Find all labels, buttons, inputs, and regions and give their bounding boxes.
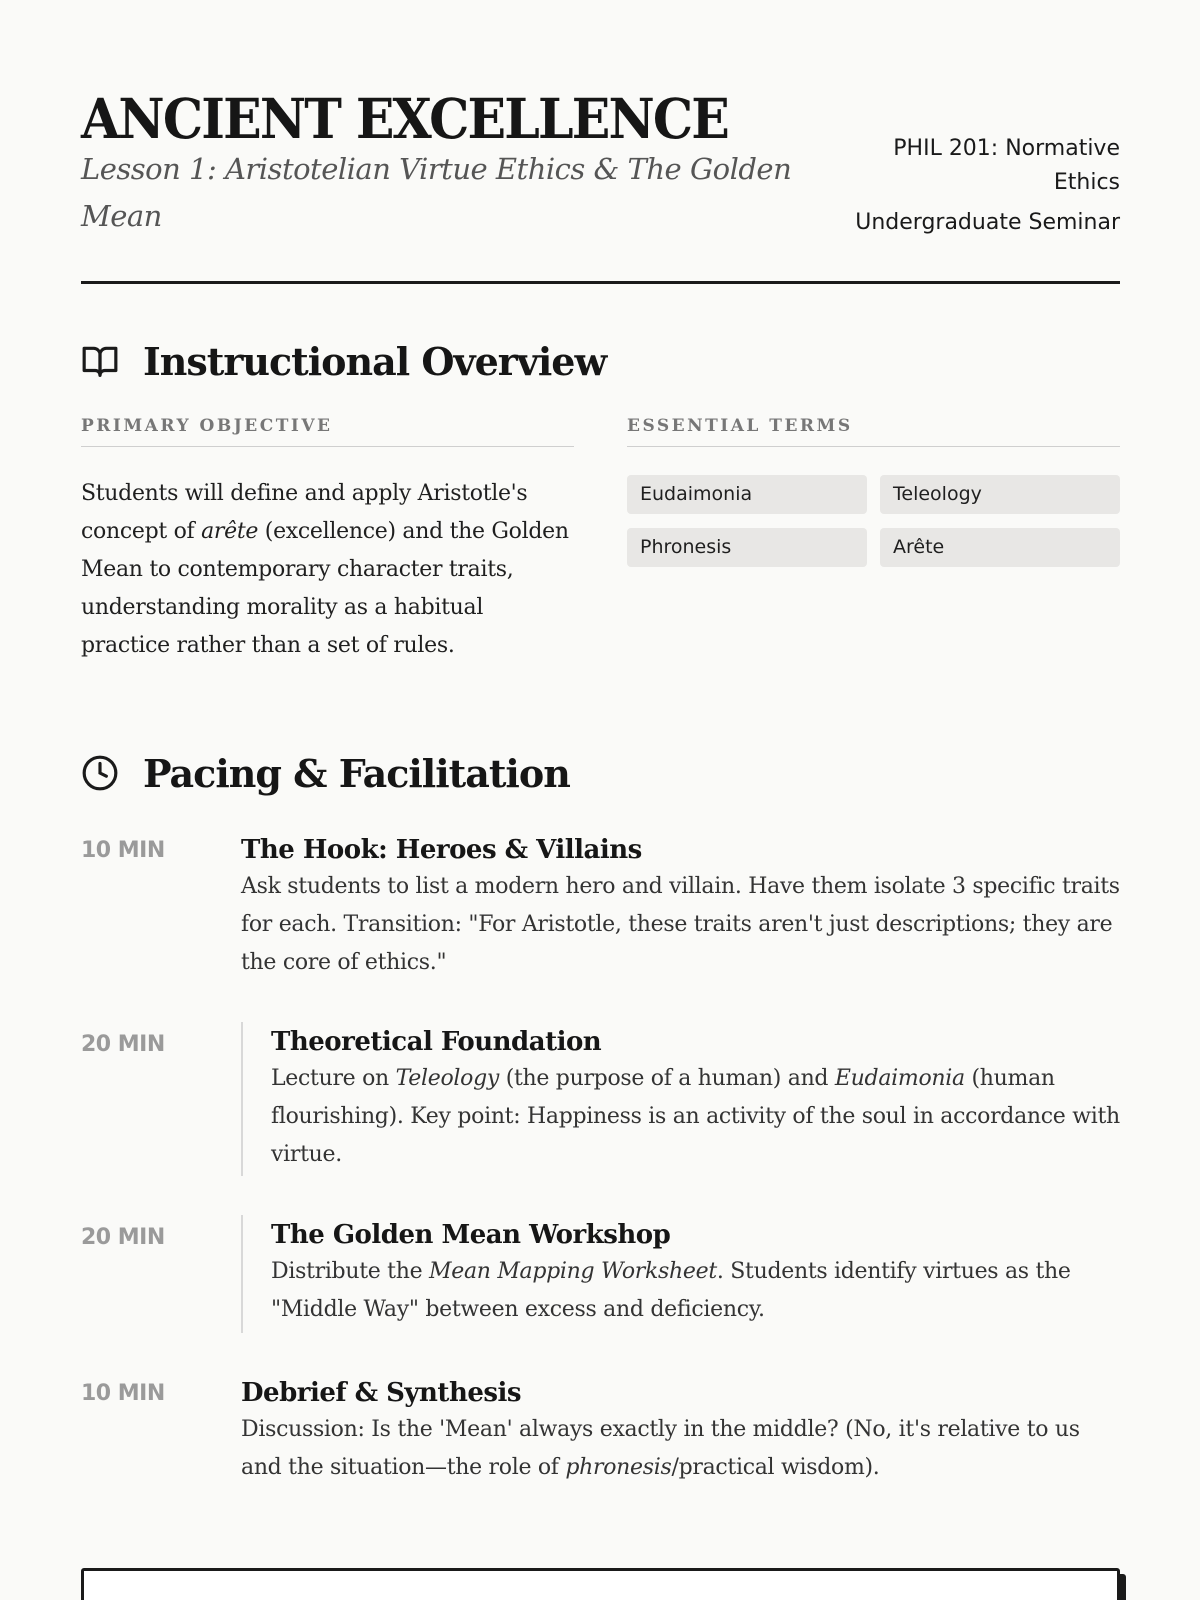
terms-grid: [627, 475, 1120, 567]
objective-term: arête: [201, 519, 259, 544]
overview-heading: [81, 336, 606, 386]
pacing-content: [241, 1375, 1120, 1487]
pacing-time: 10 MIN: [81, 1381, 165, 1406]
lesson-plan-page: [81, 0, 1120, 1600]
pacing-time: 20 MIN: [81, 1032, 165, 1057]
term-tag: Teleology: [880, 475, 1120, 514]
pacing-item-desc: Ask students to list a modern hero and villain. Have them isolate 3 specific traits for each. Transition: "For Aristotle, these traits aren't just descriptions; they are the core of ethics.": [241, 874, 1120, 975]
pacing-item-desc: Distribute the Mean Mapping Worksheet. Students identify virtues as the "Middle Way" between excess and deficiency.: [271, 1259, 1071, 1322]
course-info: [820, 132, 1120, 240]
course-level: Undergraduate Seminar: [855, 210, 1120, 235]
terms-label: ESSENTIAL TERMS: [627, 416, 1120, 447]
pacing-item-title: The Hook: Heroes & Villains: [241, 835, 642, 865]
pacing-heading: [81, 748, 570, 798]
objective-text: Students will define and apply Aristotle's concept of arête (excellence) and the Golden Mean to contemporary character traits, understanding morality as a habitual practice rather than a set of rules.: [81, 481, 569, 658]
course-name: PHIL 201: Normative Ethics: [893, 136, 1120, 195]
objective-column: [81, 416, 574, 665]
callout-box: [81, 1568, 1120, 1600]
pacing-content: [241, 1022, 1120, 1176]
term-tag: Arête: [880, 528, 1120, 567]
pacing-title: Pacing & Facilitation: [143, 750, 570, 796]
lesson-header: [81, 84, 1120, 284]
pacing-item-desc: Discussion: Is the 'Mean' always exactly in the middle? (No, it's relative to us and the situation—the role of phronesis/practical wisdom).: [241, 1417, 1080, 1480]
page-title: ANCIENT EXCELLENCE: [81, 86, 729, 151]
pacing-item-title: The Golden Mean Workshop: [271, 1220, 671, 1250]
pacing-item-title: Theoretical Foundation: [271, 1027, 602, 1057]
clock-icon: [81, 754, 119, 792]
pacing-time: 20 MIN: [81, 1225, 165, 1250]
overview-title: Instructional Overview: [143, 338, 607, 384]
term-tag: Eudaimonia: [627, 475, 867, 514]
term-tag: Phronesis: [627, 528, 867, 567]
lesson-subtitle: Lesson 1: Aristotelian Virtue Ethics & The Golden Mean: [81, 152, 792, 233]
pacing-content: [241, 1215, 1120, 1333]
pacing-item-desc: Lecture on Teleology (the purpose of a human) and Eudaimonia (human flourishing). Key point: Happiness is an activity of the soul in accordance with virtue.: [271, 1066, 1120, 1167]
pacing-item-title: Debrief & Synthesis: [241, 1378, 522, 1408]
book-open-icon: [81, 342, 119, 380]
objective-label: PRIMARY OBJECTIVE: [81, 416, 574, 447]
terms-column: [627, 416, 1120, 567]
pacing-content: [241, 832, 1120, 982]
pacing-time: 10 MIN: [81, 838, 165, 863]
